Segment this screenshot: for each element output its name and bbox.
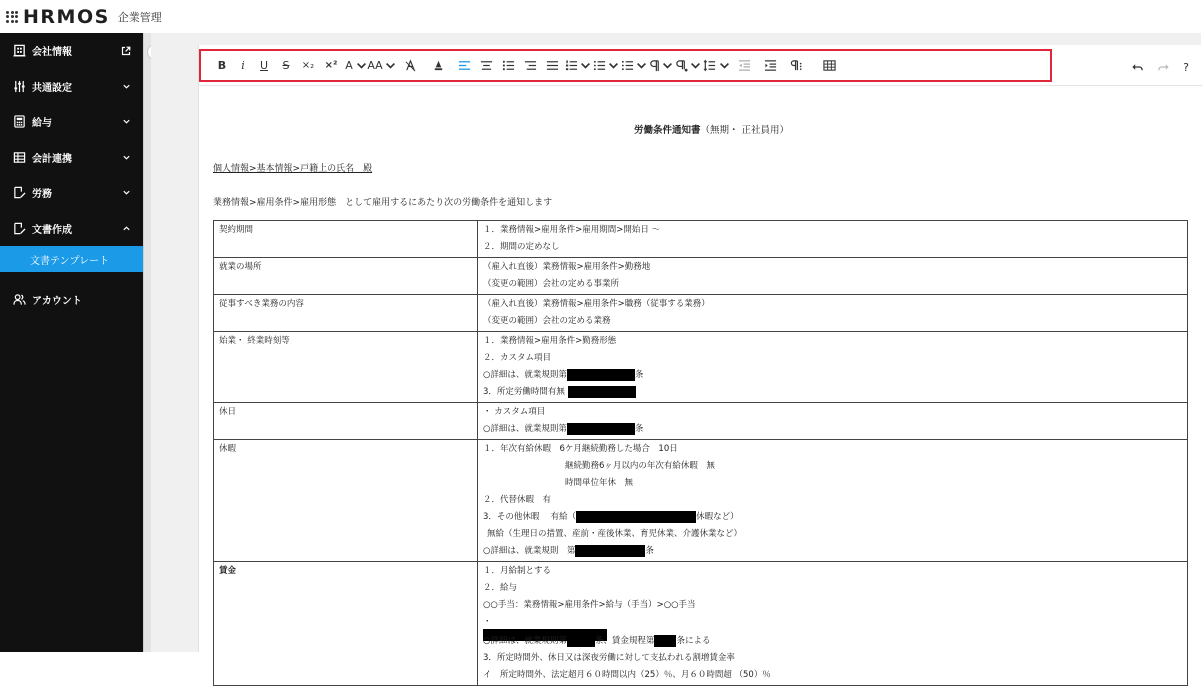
bullet-list-icon[interactable]: [591, 56, 607, 76]
row-value: [478, 440, 1188, 562]
redaction-block: [567, 369, 635, 381]
row-key: 賃金: [214, 562, 478, 686]
document-edit-icon: [12, 186, 26, 200]
redaction-block: [576, 511, 696, 523]
recipient-line: 個人情報>基本情報>戸籍上の氏名 殿: [213, 164, 373, 174]
row-line: ２．給与: [483, 583, 518, 593]
row-key: 休暇: [214, 440, 478, 562]
redaction-block: [654, 635, 676, 647]
font-size-button[interactable]: AA: [367, 59, 383, 72]
top-bar: [0, 0, 1201, 33]
bold-button[interactable]: B: [217, 59, 227, 72]
align-left-icon[interactable]: [453, 56, 475, 76]
subscript-button[interactable]: ×₂: [301, 60, 315, 71]
redaction-block: [575, 545, 645, 557]
sidebar-item-label: アカウント: [32, 296, 82, 308]
chevron-down-icon[interactable]: [579, 56, 591, 76]
row-key: 休日: [214, 403, 478, 440]
sidebar-item-labor[interactable]: [0, 175, 143, 211]
row-line: ２．カスタム項目: [483, 353, 552, 363]
chevron-down-icon: [121, 188, 131, 198]
row-line: ２．代替休暇 有: [483, 495, 552, 505]
undo-icon[interactable]: [1124, 57, 1150, 77]
chevron-down-icon[interactable]: [661, 56, 673, 76]
chevron-down-icon[interactable]: [607, 56, 619, 76]
clear-format-icon[interactable]: [397, 56, 423, 76]
row-value: [478, 258, 1188, 295]
row-line: １．年次有給休暇 6ケ月継続勤務した場合 10日: [483, 444, 678, 454]
strikethrough-button[interactable]: S: [282, 59, 290, 72]
row-line: １．月給制とする: [483, 566, 552, 576]
align-center-icon[interactable]: [475, 56, 497, 76]
row-line: （雇入れ直後）業務情報>雇用条件>職務（従事する業務）: [483, 299, 710, 309]
intro-line: 業務情報>雇用条件>雇用形態 として雇用するにあたり次の労働条件を通知します: [213, 198, 553, 208]
indent-icon[interactable]: [757, 56, 783, 76]
chevron-down-icon: [121, 81, 131, 91]
sidebar-subitem-document-templates[interactable]: 文書テンプレート: [0, 246, 143, 272]
row-line: （変更の範囲）会社の定める業務: [483, 316, 611, 326]
redaction-block: [568, 386, 636, 398]
row-line: （変更の範囲）会社の定める事業所: [483, 279, 620, 289]
table-row: [214, 221, 1188, 258]
row-line: １．業務情報>雇用条件>雇用期間>開始日 ～: [483, 225, 661, 235]
row-line: １．業務情報>雇用条件>勤務形態: [483, 336, 617, 346]
line-text: 3．その他休暇 有給（: [483, 512, 577, 522]
row-line: 時間単位年休 無: [565, 478, 634, 488]
row-line: ２．期間の定めなし: [483, 242, 560, 252]
sidebar-item-payroll[interactable]: [0, 104, 143, 140]
chevron-down-icon[interactable]: [689, 56, 701, 76]
sidebar-item-label: 会計連携: [32, 153, 72, 165]
row-value: [478, 295, 1188, 332]
table-row: [214, 562, 1188, 686]
building-icon: [12, 44, 26, 58]
line-text: ○詳細は、就業規則第: [483, 370, 567, 380]
row-line: [483, 385, 1182, 402]
app-grid-icon[interactable]: [6, 11, 18, 23]
ordered-list-icon[interactable]: [563, 56, 579, 76]
app-subtitle: 企業管理: [117, 10, 162, 24]
sidebar-item-label: 文書作成: [32, 224, 72, 236]
sidebar-divider: [143, 33, 151, 652]
line-text: 3．所定労働時間有無: [483, 387, 565, 397]
row-line: ○○手当：業務情報>雇用条件>給与（手当）>○○手当: [483, 600, 696, 610]
row-key: 就業の場所: [214, 258, 478, 295]
line-text: 休暇など）: [696, 512, 739, 522]
italic-button[interactable]: i: [241, 59, 245, 72]
insert-table-icon[interactable]: [809, 56, 849, 76]
terms-table: [213, 220, 1188, 686]
sidebar-item-account[interactable]: [0, 282, 143, 318]
row-line: [483, 368, 1182, 385]
sidebar-item-label: 共通設定: [32, 82, 72, 94]
sidebar-item-common-settings[interactable]: [0, 69, 143, 105]
superscript-button[interactable]: ×²: [324, 60, 338, 71]
row-value: [478, 562, 1188, 686]
document-body[interactable]: [199, 86, 1202, 680]
chevron-down-icon: [121, 117, 131, 127]
logo[interactable]: HRMOS: [23, 5, 110, 28]
line-text: 条、賃金規程第: [594, 636, 655, 646]
chevron-up-icon: [121, 223, 131, 233]
row-key: 契約期間: [214, 221, 478, 258]
chevron-down-icon[interactable]: [635, 56, 647, 76]
outdent-icon[interactable]: [731, 56, 757, 76]
font-color-button[interactable]: A: [345, 59, 353, 72]
align-right-icon[interactable]: [519, 56, 541, 76]
sidebar-item-company-info[interactable]: [0, 33, 143, 69]
calculator-icon: [12, 115, 26, 129]
line-text: ○詳細は、就業規則第: [483, 424, 567, 434]
sidebar-item-label: 給与: [32, 118, 52, 130]
sidebar-item-document-creation[interactable]: [0, 211, 143, 247]
row-value: [478, 221, 1188, 258]
table-row: [214, 440, 1188, 562]
chevron-down-icon[interactable]: [383, 56, 397, 76]
row-line: [483, 544, 1182, 561]
line-text: 条: [645, 546, 654, 556]
underline-button[interactable]: U: [259, 59, 269, 72]
help-icon[interactable]: ?: [1183, 60, 1189, 74]
sidebar-item-accounting-link[interactable]: [0, 140, 143, 176]
external-link-icon[interactable]: [121, 46, 131, 56]
row-line: [483, 634, 1182, 651]
row-line: [483, 615, 1182, 632]
show-blocks-icon[interactable]: [783, 56, 809, 76]
chevron-down-icon: [121, 152, 131, 162]
redaction-block: [567, 635, 595, 647]
row-value: [478, 403, 1188, 440]
line-text: 条による: [676, 636, 711, 646]
document-title-main: 労働条件通知書: [633, 125, 701, 136]
sidebar-item-label: 労務: [32, 189, 52, 201]
row-line: ・ カスタム項目: [483, 407, 546, 417]
line-text: ○詳細は、就業規則第: [483, 636, 567, 646]
row-key: 従事すべき業務の内容: [214, 295, 478, 332]
line-height-icon[interactable]: [701, 56, 717, 76]
table-row: [214, 332, 1188, 403]
undo-redo-group: [1124, 57, 1196, 77]
table-row: [214, 403, 1188, 440]
text-highlight-icon[interactable]: [423, 56, 453, 76]
redo-icon[interactable]: [1150, 57, 1176, 77]
line-text: ○詳細は、就業規則 第: [483, 546, 576, 556]
chevron-down-icon[interactable]: [355, 56, 367, 76]
users-icon: [12, 293, 26, 307]
paragraph-icon[interactable]: [647, 56, 661, 76]
table-grid-icon: [12, 150, 26, 164]
formatting-toolbar-highlight: [199, 49, 1052, 82]
chevron-down-icon[interactable]: [717, 56, 731, 76]
bullet-list-icon[interactable]: [619, 56, 635, 76]
main-area: [151, 33, 1201, 680]
row-value: [478, 332, 1188, 403]
line-text: ・: [483, 617, 492, 627]
sidebar-item-label: 会社情報: [32, 47, 72, 59]
row-line: 無給（生理日の措置、産前・産後休業、育児休業、介護休業など）: [487, 529, 743, 539]
rich-text-editor: [198, 45, 1201, 680]
row-line: （雇入れ直後）業務情報>雇用条件>勤務地: [483, 262, 651, 272]
row-line: 継続勤務6ヶ月以内の年次有給休暇 無: [565, 461, 715, 471]
row-line: 3．所定時間外、休日又は深夜労働に対して支払われる割増賃金率: [483, 653, 735, 663]
editor-toolbar: [199, 45, 1202, 86]
row-line: [483, 510, 1182, 527]
redaction-block: [567, 423, 635, 435]
row-line: イ 所定時間外、法定超月６０時間以内（25）％、月６０時間超 （50）％: [483, 670, 771, 680]
document-edit-icon: [12, 221, 26, 235]
document-title: [199, 122, 1202, 136]
table-row: [214, 295, 1188, 332]
line-text: 条: [634, 424, 644, 434]
row-line: [483, 422, 1182, 439]
numbered-list-icon[interactable]: [497, 56, 519, 76]
table-row: [214, 258, 1188, 295]
row-key: 始業・ 終業時刻等: [214, 332, 478, 403]
paragraph-style-icon[interactable]: [673, 56, 689, 76]
settings-sliders-icon: [12, 79, 26, 93]
document-title-suffix: （無期・ 正社員用）: [700, 125, 790, 136]
line-text: 条: [634, 370, 644, 380]
sidebar: [0, 33, 143, 652]
align-justify-icon[interactable]: [541, 56, 563, 76]
